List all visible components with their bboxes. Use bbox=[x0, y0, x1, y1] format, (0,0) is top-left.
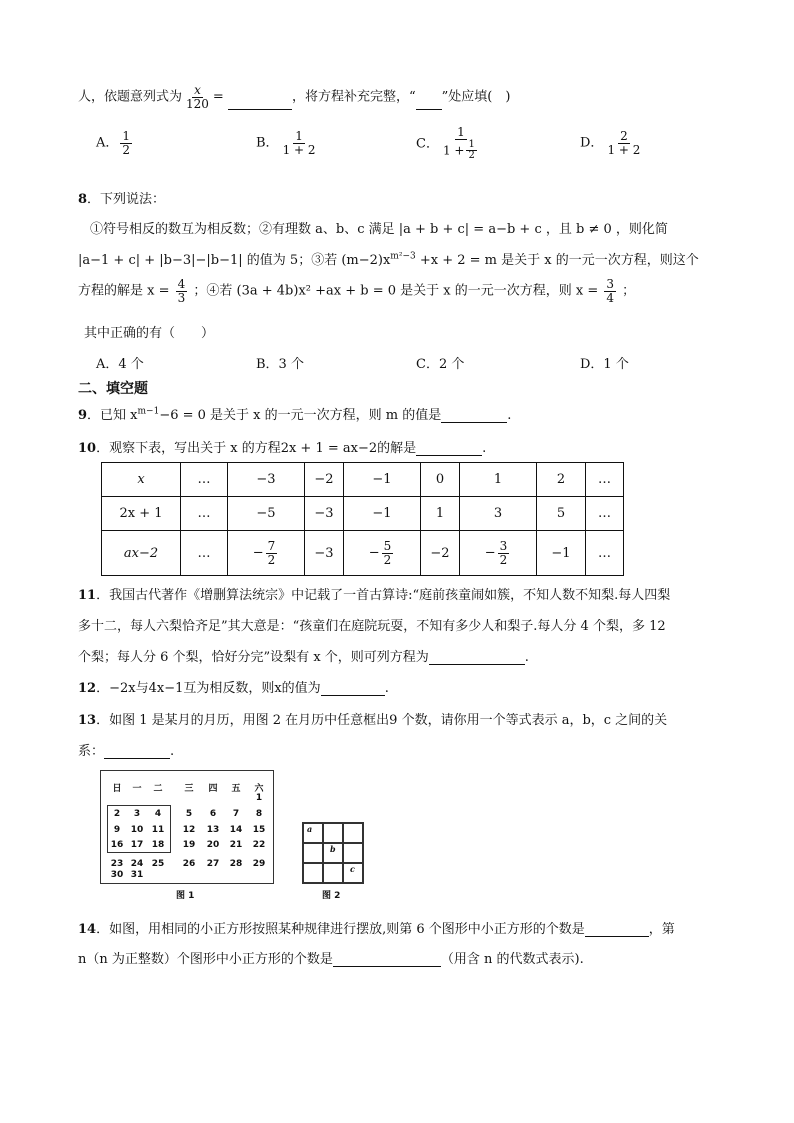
q8-question: 其中正确的有（ ） bbox=[84, 326, 215, 341]
q8-line3: 方程的解是 x = $\frac{4}{3}$ ；④若 (3a + 4b)x² +ax + b = 0 是关于 x 的一元一次方程，则 x = $\frac{3}{4}$ ； bbox=[78, 277, 636, 305]
calendar-header: 五 bbox=[231, 784, 241, 794]
q8-option-c[interactable]: C．2 个 bbox=[416, 357, 465, 372]
calendar-header: 六 bbox=[254, 784, 264, 794]
q11-line3: 个梨；每人分 6 个梨，恰好分完”设梨有 x 个，则可列方程为 . bbox=[78, 650, 529, 665]
calendar-figure: 日 一 二 三 四 五 六 1 2 3 4 5 6 7 8 9 10 11 12 13 14 15 16 17 18 19 20 21 22 23 24 25 26 27 28 29 30 31 bbox=[100, 770, 274, 884]
q7-option-b[interactable]: B． $\frac{1}{1 + 2}$ bbox=[256, 129, 316, 157]
q12: 12．−2x与4x−1互为相反数，则x的值为 . bbox=[78, 681, 389, 696]
q8-option-a[interactable]: A．4 个 bbox=[96, 357, 144, 372]
q7-stem: 人，依题意列式为 $\frac{x}{120}$ = ，将方程补充完整，“ ”处应填( ) bbox=[78, 83, 511, 111]
q13-line1: 13．如图 1 是某月的月历，用图 2 在月历中任意框出9 个数，请你用一个等式表示 a，b，c 之间的关 bbox=[78, 713, 668, 728]
q8-option-b[interactable]: B．3 个 bbox=[256, 357, 304, 372]
q7-after: ”处应填( bbox=[441, 89, 493, 105]
calendar-header: 二 bbox=[153, 784, 163, 794]
q13-blank[interactable] bbox=[104, 758, 170, 759]
value-table bbox=[101, 462, 624, 576]
q7-mid: ，将方程补充完整，“ bbox=[291, 89, 416, 105]
calendar-header: 一 bbox=[132, 784, 142, 794]
q10: 10．观察下表，写出关于 x 的方程2x + 1 = ax−2的解是 . bbox=[78, 441, 487, 456]
q7-option-c[interactable]: C． 1 1 + $\frac{1}{2}$ bbox=[416, 125, 475, 162]
table-row: x … −3 −2 −1 0 1 2 … bbox=[102, 463, 624, 497]
q11-line1: 11．我国古代著作《增删算法统宗》中记载了一首古算诗:“庭前孩童闹如簇，不知人数不知梨.每人四梨 bbox=[78, 588, 671, 603]
q8-line2: |a−1 + c| + |b−3|−|b−1| 的值为 5；③若 $(m-2)x^{m^2-3} +x + 2 = m$ 是关于 x 的一元一次方程，则这个 bbox=[78, 251, 699, 268]
figure-2-caption: 图 2 bbox=[322, 891, 341, 901]
q14-blank-1[interactable] bbox=[585, 936, 649, 937]
q12-blank[interactable] bbox=[321, 695, 385, 696]
figure-1-caption: 图 1 bbox=[176, 891, 195, 901]
calendar-selection-box bbox=[107, 805, 171, 853]
calendar-header: 四 bbox=[208, 784, 218, 794]
q8-option-d[interactable]: D．1 个 bbox=[580, 357, 629, 372]
q7-fraction: $\frac{x}{120}$ bbox=[186, 83, 209, 111]
q11-line2: 多十二，每人六梨恰齐足”其大意是：“孩童们在庭院玩耍，不知有多少人和梨子.每人分 4 个梨，多 12 bbox=[78, 619, 666, 634]
q7-option-a[interactable]: A． $\frac{1}{2}$ bbox=[96, 129, 131, 157]
q9: 9．已知 $x^{m-1}-6 = 0$ 是关于 x 的一元一次方程，则 m 的值是 . bbox=[78, 406, 512, 423]
q8-title: 8．下列说法： bbox=[78, 192, 166, 207]
calendar-header: 三 bbox=[184, 784, 194, 794]
table-row: 2x + 1 … −5 −3 −1 1 3 5 … bbox=[102, 497, 624, 531]
table-row: ax−2 … − $\frac{7}{2}$ −3 − $\frac{5}{2}$ −2 − $\frac{3}{2}$ −1 … bbox=[102, 531, 624, 576]
q7-option-d[interactable]: D． $\frac{2}{1 + 2}$ bbox=[580, 129, 641, 157]
q13-line2: 系： . bbox=[78, 744, 175, 759]
q9-blank[interactable] bbox=[441, 422, 507, 423]
q7-fill-blank[interactable] bbox=[416, 109, 442, 110]
q7-prefix: 人，依题意列式为 bbox=[78, 89, 183, 105]
q7-answer-blank[interactable] bbox=[228, 109, 292, 110]
calendar-header: 日 bbox=[112, 784, 122, 794]
q10-blank[interactable] bbox=[416, 455, 482, 456]
q11-blank[interactable] bbox=[429, 664, 525, 665]
q8-line1: ①符号相反的数互为相反数；②有理数 a、b、c 满足 |a + b + c| = a−b + c ，且 b ≠ 0 ，则化简 bbox=[90, 222, 668, 237]
q14-line2: n（n 为正整数）个图形中小正方形的个数是 （用含 n 的代数式表示). bbox=[78, 952, 584, 967]
q14-line1: 14．如图，用相同的小正方形按照某种规律进行摆放,则第 6 个图形中小正方形的个数是 ，第 bbox=[78, 922, 675, 937]
q14-blank-2[interactable] bbox=[333, 966, 441, 967]
q7-equals: = bbox=[212, 89, 224, 105]
section-heading: 二、填空题 bbox=[78, 381, 148, 397]
grid-figure: a b c bbox=[302, 822, 364, 884]
